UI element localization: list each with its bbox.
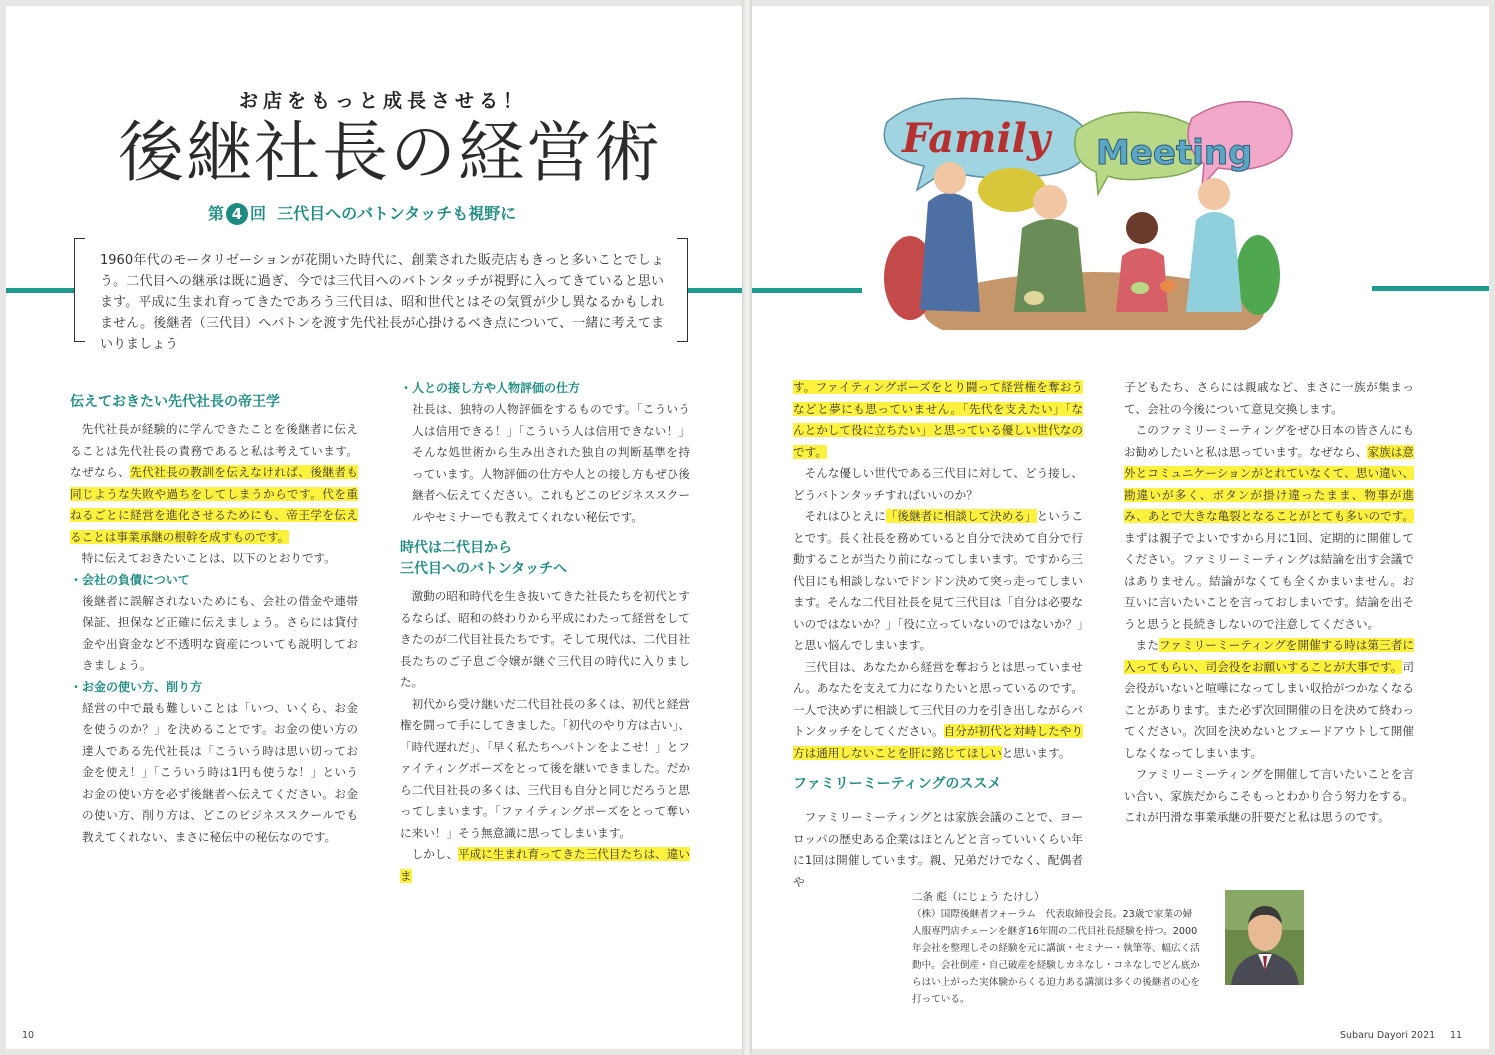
- col3-paragraph-cont: [793, 377, 1083, 463]
- teacup-icon: [1024, 291, 1044, 305]
- family-word: Family: [902, 115, 1051, 162]
- teal-rule-left-a: [6, 288, 74, 293]
- episode-title: 三代目へのバトンタッチも視野に: [277, 204, 517, 223]
- col3-heading: ファミリーミーティングのススメ: [793, 776, 1002, 792]
- lead-bracket-left: [74, 238, 85, 342]
- column-2: [400, 378, 690, 887]
- author-bio: [912, 889, 1200, 1008]
- col3-paragraph-1: そんな優しい世代である三代目に対して、どう接し、どうバトンタッチすればいいのか？: [793, 466, 1083, 502]
- col1-heading: 伝えておきたい先代社長の帝王学: [70, 394, 280, 410]
- person-left-icon: [920, 193, 980, 312]
- col1-highlight-1: 先代社長の教訓を伝えなければ、後継者も同じような失敗や過ちをしてしまうからです。代を重ねるごとに経営を進化させるためにも、帝王学を伝えることは事業承継の根幹を成すものです。: [70, 465, 358, 544]
- teacup-icon-3: [1160, 280, 1176, 292]
- col1-bullet-2-text: 経営の中で最も難しいことは「いつ、いくら、お金を使うのか？」を決めることです。お金の使い方の達人である先代社長は「こういう時は思い切ってお金を使え！」「こういう時は1円も使うな！」というお金の使い方を必ず後継者へ伝えてください。お金の使い方、削り方は、どこのビジネススクールでも教えてくれない、まさに秘伝中の秘伝なのです。: [82, 700, 358, 844]
- spread-gutter: [742, 0, 752, 1055]
- episode-subtitle: [208, 201, 608, 225]
- article-title: 後継社長の経営術: [118, 114, 662, 191]
- column-4: [1124, 377, 1414, 829]
- col4-paragraph-2: またファミリーミーティングを開催する時は第三者に入ってもらい、司会役をお願いすることが大事です。司会役がいないと喧嘩になってしまい収拾がつかなくなることがあります。また必ず次回開催の日を決めて終わってください。次回を決めないとフェードアウトして開催しなくなってしまいます。: [1124, 638, 1414, 760]
- page-number-left: 10: [22, 1030, 35, 1041]
- col3-highlight-2: 「後継者に相談して決める」: [885, 509, 1037, 523]
- episode-prefix: 第: [208, 204, 225, 223]
- col4-paragraph-cont: 子どもたち、さらには親戚など、まさに一族が集まって、会社の今後について意見交換します。: [1124, 380, 1414, 416]
- author-name: 二条 彪（にじょう たけし）: [912, 891, 1045, 903]
- teal-rule-left-b: [688, 288, 742, 293]
- col3-paragraph-3: 三代目は、あなたから経営を奪おうとは思っていません。あなたを支えて力になりたいと思っているのです。一人で決めずに相談して三代目の力を引き出しながらバトンタッチをしてください。自分が初代と対峙したやり方は通用しないことを肝に銘じてほしいと思います。: [793, 659, 1083, 760]
- col1-bullet-1-title: ・会社の負債について: [70, 572, 190, 587]
- author-bio-text: （株）国際後継者フォーラム 代表取締役会長。23歳で家業の婦人服専門店チェーンを継ぎ16年間の二代目社長経験を持つ。2000年会社を整理しその経験を元に講演・セミナー・執筆等、幅広く活動中。会社倒産・自己破産を経験しカネなし・コネなしでどん底からはい上がった実体験からくる迫力ある講演は多くの後継者の心を打っている。: [912, 909, 1200, 1005]
- teal-rule-right-a: [752, 288, 862, 293]
- lead-text: 1960年代のモータリゼーションが花開いた時代に、創業された販売店もきっと多いことでしょう。二代目への継承は既に過ぎ、今では三代目へのバトンタッチが視野に入ってきていると思います。平成に生まれ育ってきたであろう三代目は、昭和世代とはその気質が少し異なるかもしれません。後継者（三代目）へバトンを渡す先代社長が心掛けるべき点について、一緒に考えてまいりましょう: [100, 253, 664, 352]
- col2-paragraph-2: 初代から受け継いだ二代目社長の多くは、初代と経営権を闘って手にしてきました。「初代のやり方は古い」、「時代遅れだ」、「早く私たちへバトンをよこせ！」とファイティングポーズをとって後を継いできました。だから二代目社長の多くは、三代目も自分と同じだろうと思ってしまいます。「ファイティングポーズをとって奪いに来い！」そう無意識に思ってしまいます。: [400, 696, 690, 840]
- col3-highlight-1: す。ファイティングポーズをとり闘って経営権を奪おうなどと夢にも思っていません。「先代を支えたい」「なんとかして役に立ちたい」と思っている優しい世代なのです。: [793, 380, 1083, 459]
- lead-bracket-right: [677, 238, 688, 342]
- col2-paragraph-1: 激動の昭和時代を生き抜いてきた社長たちを初代とするならば、昭和の終わりから平成にわたって経営をしてきたのが二代目社長たちです。そして現代は、二代目社長たちのご子息ご令嬢が継ぐ三代目の時代に入りました。: [400, 589, 690, 689]
- col2-heading: 時代は二代目から 三代目へのバトンタッチへ: [400, 540, 568, 577]
- col2-paragraph-3: しかし、平成に生まれ育ってきた三代目たちは、違いま: [400, 847, 690, 883]
- episode-suffix: 回: [250, 204, 267, 223]
- col4-paragraph-3: ファミリーミーティングを開催して言いたいことを言い合い、家族だからこそもっとわかり合う努力をする。これが円滑な事業承継の肝要だと私は思うのです。: [1124, 767, 1414, 824]
- lead-box: [74, 238, 688, 352]
- col4-paragraph-1: このファミリーミーティングをぜひ日本の皆さんにもお勧めしたいと私は思っています。なぜなら、家族は意外とコミュニケーションがとれていなくて、思い違い、勘違いが多く、ボタンが掛け違ったまま、物事が進み、あとで大きな亀裂となることがとても多いのです。まずは親子でよいですから月に1回、定期的に開催してください。ファミリーミーティングは結論を出す会議ではありません。結論がなくても全くかまいません。お互いに言いたいことを言っておしまいです。結論を出そうと思うと長続きしないので注意してください。: [1124, 423, 1414, 631]
- page-number-right: 11: [1450, 1030, 1463, 1041]
- meeting-word: Meeting: [1096, 133, 1253, 173]
- col1-bullet-1-text: 後継者に誤解されないためにも、会社の借金や連帯保証、担保など正確に伝えましょう。さらには貸付金や出資金など不透明な資産についても説明しておきましょう。: [82, 593, 358, 672]
- column-3: [793, 377, 1083, 893]
- col2-bullet-3-title: ・人との接し方や人物評価の仕方: [400, 381, 581, 395]
- col3-highlight-3: 自分が初代と対峙したやり方は通用しないことを肝に銘じてほしい: [793, 724, 1083, 760]
- teacup-icon-2: [1131, 282, 1149, 294]
- article-kicker: お店をもっと成長させる！: [238, 90, 527, 112]
- family-meeting-illustration: [862, 90, 1302, 330]
- col1-paragraph-1: 先代社長が経験的に学んできたことを後継者に伝えることは先代社長の責務であると私は考えています。なぜなら、先代社長の教訓を伝えなければ、後継者も同じような失敗や過ちをしてしまうからです。代を重ねるごとに経営を進化させるためにも、帝王学を伝えることは事業承継の根幹を成すものです。: [70, 422, 358, 544]
- person-right-icon: [1186, 212, 1242, 312]
- person-woman-icon: [1116, 248, 1168, 312]
- col1-paragraph-2: 特に伝えておきたいことは、以下のとおりです。: [81, 551, 336, 565]
- chair-green-icon: [1236, 235, 1280, 315]
- col2-bullet-3-text: 社長は、独特の人物評価をするものです。「こういう人は信用できる！」「こういう人は信用できない！」そんな処世術から生み出された独自の判断基準を持っています。人物評価の仕方や人との接し方もぜひ後継者へ伝えてください。これもどこのビジネススクールやセミナーでも教えてくれない秘伝です。: [412, 402, 690, 524]
- col3-paragraph-2: それはひとえに「後継者に相談して決める」ということです。長く社長を務めていると自分で決めて自分で行動することが当たり前になってしまいます。ですから三代目にも相談しないでドンドン決めて突っ走ってしまいます。そんな二代目社長を見て三代目は「自分は必要ないのではないか？」「役に立っていないのではないか？」と思い悩んでしまいます。: [793, 509, 1083, 652]
- footer-title: Subaru Dayori 2021: [1340, 1030, 1436, 1041]
- col2-highlight-1: 平成に生まれ育ってきた三代目たちは、違いま: [400, 847, 690, 883]
- author-portrait: [1225, 890, 1304, 985]
- col4-highlight-1: 家族は意外とコミュニケーションがとれていなくて、思い違い、勘違いが多く、ボタンが掛け違ったまま、物事が進み、あとで大きな亀裂となることがとても多いのです。: [1124, 444, 1414, 523]
- col1-bullet-2-title: ・お金の使い方、削り方: [70, 679, 203, 694]
- teal-rule-right-b: [1372, 286, 1489, 291]
- col3-paragraph-4: ファミリーミーティングとは家族会議のことで、ヨーロッパの歴史ある企業はほとんどと言っていいくらい年に1回は開催しています。親、兄弟だけでなく、配偶者や: [793, 810, 1083, 889]
- episode-number-badge: 4: [226, 203, 248, 225]
- col4-highlight-2: ファミリーミーティングを開催する時は第三者に入ってもらい、司会役をお願いすることが大事です。: [1124, 638, 1414, 674]
- column-1: [70, 392, 358, 848]
